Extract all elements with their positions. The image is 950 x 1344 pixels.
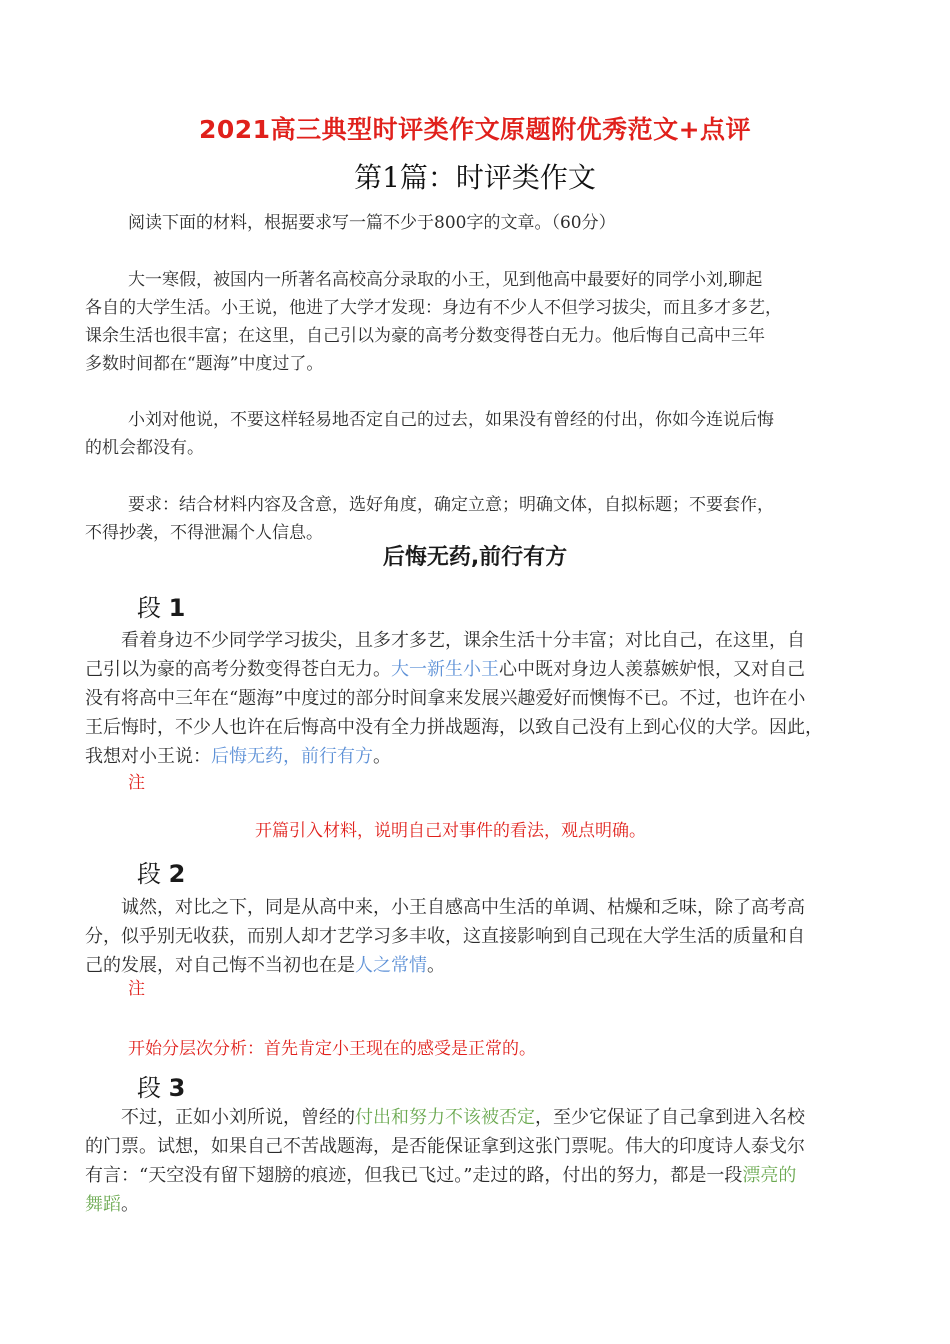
highlighted-phrase: 漂亮的: [742, 1165, 797, 1186]
essay-text: 诚然，对比之下，同是从高中来，小王自感高中生活的单调、枯燥和乏味，除了高考高: [121, 897, 805, 918]
essay-text: 心中既对身边人羡慕嫉妒恨，又对自己: [499, 659, 805, 680]
material-line: 课余生活也很丰富；在这里，自己引以为豪的高考分数变得苍白无力。他后悔自己高中三年: [85, 326, 765, 346]
essay-line: [85, 893, 865, 922]
essay-line: [85, 626, 865, 655]
essay-text: 的门票。试想，如果自己不苦战题海，是否能保证拿到这张门票呢。伟大的印度诗人泰戈尔: [85, 1136, 805, 1157]
section-label-prefix: 段: [137, 1074, 161, 1102]
essay-line: [85, 1190, 865, 1219]
material-line: 多数时间都在“题海”中度过了。: [85, 354, 324, 374]
essay-text: 没有将高中三年在“题海”中度过的部分时间拿来发展兴趣爱好而懊悔不已。不过，也许在小: [85, 688, 806, 709]
material-line: 大一寒假，被国内一所著名高校高分录取的小王，见到他高中最要好的同学小刘,聊起: [128, 270, 763, 290]
essay-text: 。: [373, 746, 391, 767]
section-label-number: 3: [168, 1074, 186, 1102]
document-title: 2021高三典型时评类作文原题附优秀范文+点评: [198, 115, 752, 144]
section-body-1: [85, 626, 865, 771]
requirements-line: 不得抄袭，不得泄漏个人信息。: [85, 523, 323, 543]
note-marker: 注: [128, 773, 145, 793]
essay-text: 己引以为豪的高考分数变得苍白无力。: [85, 659, 391, 680]
annotation-comment: 开篇引入材料，说明自己对事件的看法，观点明确。: [255, 821, 646, 841]
highlighted-phrase: 舞蹈: [85, 1194, 121, 1215]
instruction-text: 阅读下面的材料，根据要求写一篇不少于800字的文章。（60分）: [128, 213, 616, 233]
note-marker: 注: [128, 979, 145, 999]
section-label-number: 2: [168, 860, 186, 888]
essay-line: [85, 655, 865, 684]
section-label-prefix: 段: [137, 594, 161, 622]
section-label-prefix: 段: [137, 860, 161, 888]
section-label-1: [137, 588, 185, 623]
section-body-3: [85, 1103, 865, 1219]
essay-text: 己的发展，对自己悔不当初也在是: [85, 955, 355, 976]
section-body-2: [85, 893, 865, 980]
essay-text: 。: [427, 955, 445, 976]
essay-line: [85, 684, 865, 713]
section-label-3: [137, 1068, 185, 1103]
highlighted-phrase: 人之常情: [355, 955, 427, 976]
section-label-number: 1: [168, 594, 186, 622]
material-line: 小刘对他说，不要这样轻易地否定自己的过去，如果没有曾经的付出，你如今连说后悔: [128, 410, 774, 430]
essay-text: 不过，正如小刘所说，曾经的: [121, 1107, 355, 1128]
essay-text: 看着身边不少同学学习拔尖，且多才多艺，课余生活十分丰富；对比自己，在这里，自: [121, 630, 805, 651]
essay-text: 。: [121, 1194, 139, 1215]
essay-line: [85, 1132, 865, 1161]
essay-text: 我想对小王说：: [85, 746, 211, 767]
essay-line: [85, 1161, 865, 1190]
article-heading: 第1篇：时评类作文: [354, 161, 596, 194]
requirements-line: 要求：结合材料内容及含意，选好角度，确定立意；明确文体，自拟标题；不要套作，: [128, 495, 774, 515]
essay-line: [85, 742, 865, 771]
essay-text: 有言：“天空没有留下翅膀的痕迹，但我已飞过。”走过的路，付出的努力，都是一段: [85, 1165, 743, 1186]
highlighted-phrase: 大一新生小王: [391, 659, 499, 680]
essay-text: ，至少它保证了自己拿到进入名校: [535, 1107, 805, 1128]
essay-line: [85, 951, 865, 980]
essay-text: 王后悔时，不少人也许在后悔高中没有全力拼战题海，以致自己没有上到心仪的大学。因此，: [85, 717, 823, 738]
essay-line: [85, 922, 865, 951]
material-line: 各自的大学生活。小王说，他进了大学才发现：身边有不少人不但学习拔尖，而且多才多艺，: [85, 298, 782, 318]
highlighted-phrase: 付出和努力不该被否定: [355, 1107, 535, 1128]
essay-line: [85, 1103, 865, 1132]
essay-title: 后悔无药,前行有方: [382, 545, 568, 570]
section-label-2: [137, 854, 185, 889]
annotation-comment: 开始分层次分析：首先肯定小王现在的感受是正常的。: [128, 1039, 536, 1059]
highlighted-phrase: 后悔无药，前行有方: [211, 746, 373, 767]
material-line: 的机会都没有。: [85, 438, 204, 458]
essay-line: [85, 713, 865, 742]
essay-text: 分，似乎别无收获，而别人却才艺学习多丰收，这直接影响到自己现在大学生活的质量和自: [85, 926, 805, 947]
